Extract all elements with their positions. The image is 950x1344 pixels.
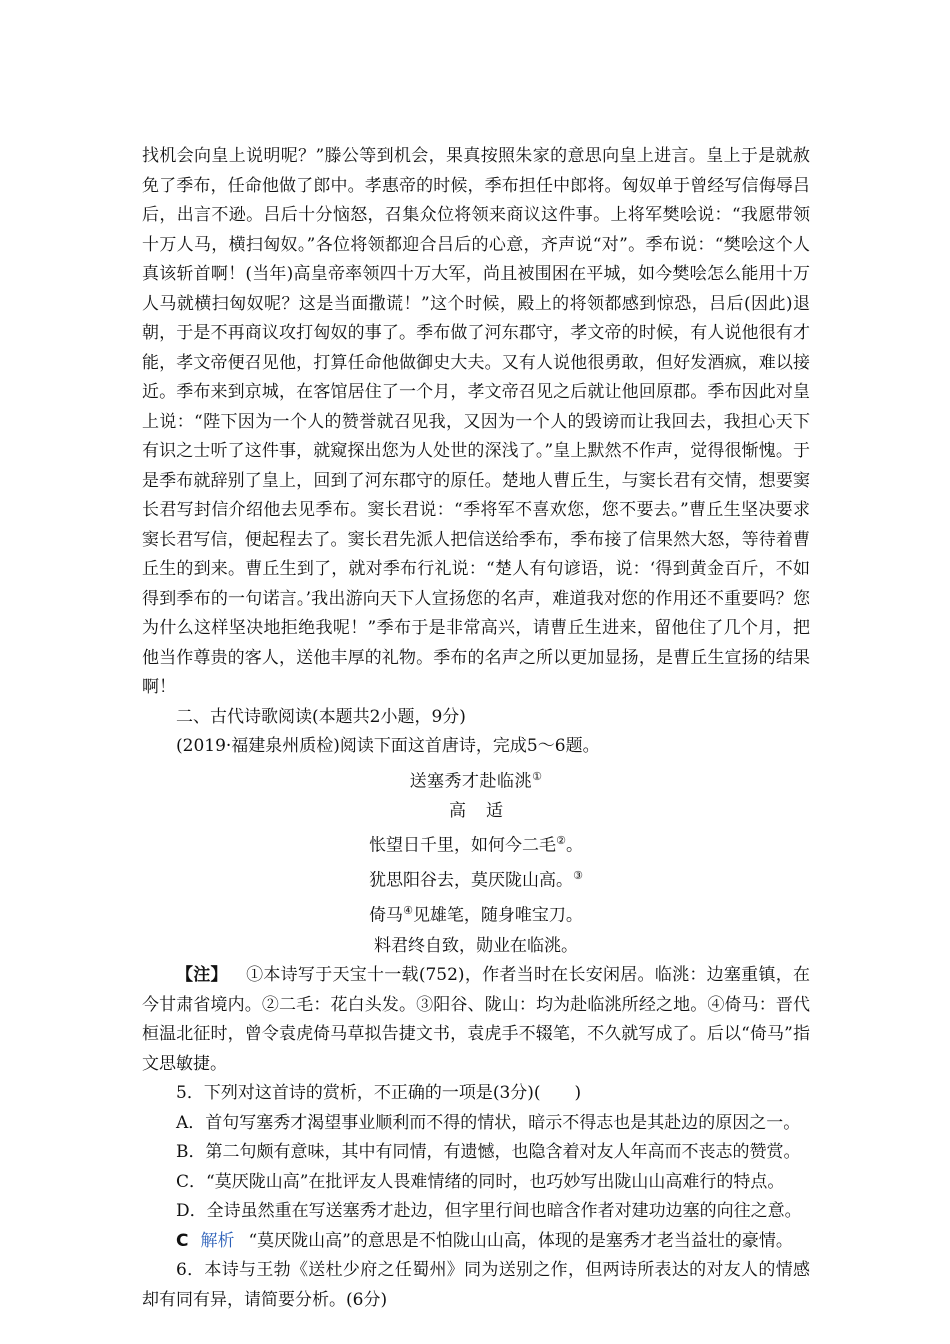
poem-line-2-text: 犹思阳谷去，莫厌陇山高。 xyxy=(369,870,574,891)
analysis-label: 解析 xyxy=(200,1230,235,1251)
poem-line-1-end: 。 xyxy=(565,835,583,856)
poem-line-2 xyxy=(142,861,810,896)
question-5-option-b: B．第二句颇有意味，其中有同情，有遗憾，也隐含着对友人年高而不丧志的赞赏。 xyxy=(176,1142,801,1163)
question-5-answer xyxy=(142,1227,810,1257)
poem-line-3-footnote-mark: ④ xyxy=(403,904,413,918)
question-5-option-d: D．全诗虽然重在写送塞秀才赴边，但字里行间也暗含作者对建功边塞的向往之意。 xyxy=(176,1201,802,1222)
poem-line-3 xyxy=(142,896,810,931)
answer-letter: C xyxy=(176,1230,189,1251)
section-heading: 二、古代诗歌阅读(本题共2小题，9分) xyxy=(176,706,466,727)
poem-line-1 xyxy=(142,826,810,861)
poem-title xyxy=(142,762,810,797)
notes-paragraph xyxy=(142,961,810,1079)
poem-line-1-footnote-mark: ② xyxy=(556,834,566,848)
poem-line-2-footnote-mark: ③ xyxy=(573,869,583,883)
notes-label: 【注】 xyxy=(176,965,228,986)
poem-line-1-text: 怅望日千里，如何今二毛 xyxy=(369,835,557,856)
question-5-option-c: C．“莫厌陇山高”在批评友人畏难情绪的同时，也巧妙写出陇山山高难行的特点。 xyxy=(176,1171,785,1192)
question-6-stem: 6．本诗与王勃《送杜少府之任蜀州》同为送别之作，但两诗所表达的对友人的情感却有同有异，请简要分析。(6分) xyxy=(142,1260,810,1310)
analysis-text: “莫厌陇山高”的意思是不怕陇山山高，体现的是塞秀才老当益壮的豪情。 xyxy=(248,1230,793,1251)
document-page xyxy=(142,142,810,1315)
notes-text: ①本诗写于天宝十一载(752)，作者当时在长安闲居。临洮：边塞重镇，在今甘肃省境内。②二毛：花白头发。③阳谷、陇山：均为赴临洮所经之地。④倚马：晋代桓温北征时，曾令袁虎倚马草拟告捷文书，袁虎手不辍笔，不久就写成了。后以“倚马”指文思敏捷。 xyxy=(142,965,811,1074)
section-intro: (2019·福建泉州质检)阅读下面这首唐诗，完成5～6题。 xyxy=(176,736,600,756)
question-5-stem: 5．下列对这首诗的赏析，不正确的一项是(3分)( ) xyxy=(176,1083,582,1104)
poem-title-text: 送塞秀才赴临洮 xyxy=(409,771,533,792)
poem-author: 高适 xyxy=(449,800,523,821)
poem-title-footnote-mark: ① xyxy=(532,769,543,783)
poem-line-4: 料君终自致，勋业在临洮。 xyxy=(374,935,578,956)
translation-paragraph: 找机会向皇上说明呢？”滕公等到机会，果真按照朱家的意思向皇上进言。皇上于是就赦免了季布，任命他做了郎中。孝惠帝的时候，季布担任中郎将。匈奴单于曾经写信侮辱吕后，出言不逊。吕后十分恼怒，召集众位将领来商议这件事。上将军樊哙说：“我愿带领十万人马，横扫匈奴。”各位将领都迎合吕后的心意，齐声说“对”。季布说：“樊哙这个人真该斩首啊！(当年)高皇帝率领四十万大军，尚且被围困在平城，如今樊哙怎么能用十万人马就横扫匈奴呢？这是当面撒谎！”这个时候，殿上的将领都感到惊恐，吕后(因此)退朝，于是不再商议攻打匈奴的事了。季布做了河东郡守，孝文帝的时候，有人说他很有才能，孝文帝便召见他，打算任命他做御史大夫。又有人说他很勇敢，但好发酒疯，难以接近。季布来到京城，在客馆居住了一个月，孝文帝召见之后就让他回原郡。季布因此对皇上说：“陛下因为一个人的赞誉就召见我，又因为一个人的毁谤而让我回去，我担心天下有识之士听了这件事，就窥探出您为人处世的深浅了。”皇上默然不作声，觉得很惭愧。于是季布就辞别了皇上，回到了河东郡守的原任。楚地人曹丘生，与窦长君有交情，想要窦长君写封信介绍他去见季布。窦长君说：“季将军不喜欢您，您不要去。”曹丘生坚决要求窦长君写信，便起程去了。窦长君先派人把信送给季布，季布接了信果然大怒，等待着曹丘生的到来。曹丘生到了，就对季布行礼说：“楚人有句谚语，说：‘得到黄金百斤，不如得到季布的一句诺言。’我出游向天下人宣扬您的名声，难道我对您的作用还不重要吗？您为什么这样坚决地拒绝我呢！”季布于是非常高兴，请曹丘生进来，留他住了几个月，把他当作尊贵的客人，送他丰厚的礼物。季布的名声之所以更加显扬，是曹丘生宣扬的结果啊！ xyxy=(142,146,810,697)
poem-line-3-part-b: 见雄笔，随身唯宝刀。 xyxy=(412,906,583,927)
question-5-option-a: A．首句写塞秀才渴望事业顺利而不得的情状，暗示不得志也是其赴边的原因之一。 xyxy=(176,1112,801,1133)
poem-line-3-part-a: 倚马 xyxy=(369,906,404,927)
